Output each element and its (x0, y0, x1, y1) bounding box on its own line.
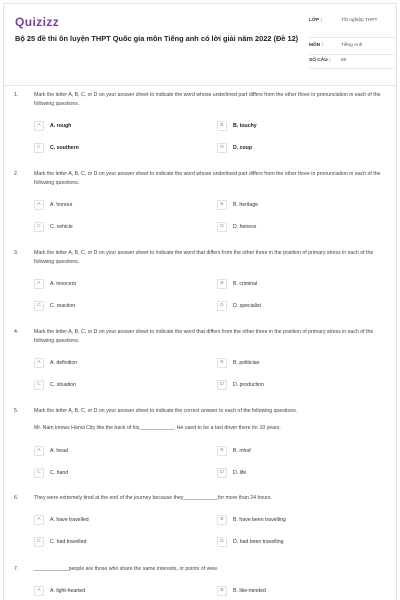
option-letter-box: B (217, 121, 227, 131)
question-number: 3. (14, 250, 19, 256)
option-text: A. rough (50, 123, 72, 129)
option-text: B. touchy (233, 123, 257, 129)
option-letter-box: B (217, 515, 227, 525)
meta-count-value: 50 (341, 58, 347, 63)
option-letter-box: A (34, 586, 44, 596)
option-text: B. heritage (233, 202, 259, 208)
option-text: A. honour (50, 202, 73, 208)
option-text: B. criminal (233, 281, 258, 287)
option-letter-box: B (217, 279, 227, 289)
option-letter-box: D (217, 143, 227, 153)
option-letter-box: B (217, 586, 227, 596)
question-text: They were extremely tired at the end of the journey because they____________for more than 24 hours. (34, 495, 272, 501)
option-letter-box: D (217, 222, 227, 232)
option-letter-box: B (217, 200, 227, 210)
meta-divider (309, 37, 395, 38)
option-letter-box: A (34, 446, 44, 456)
quizizz-logo[interactable]: Quizizz (15, 15, 60, 29)
option-text: C. had travelled (50, 539, 87, 545)
option-text: C. reaction (50, 303, 76, 309)
question-number: 2. (14, 171, 19, 177)
option-letter-box: A (34, 358, 44, 368)
option-letter-box: C (34, 468, 44, 478)
meta-divider (309, 54, 395, 55)
question-text: Mark the letter A, B, C, or D on your answer sheet to indicate the word whose underlined part differs from the other three in pronunciation in each of the following questions. (34, 92, 381, 107)
question-number: 7. (14, 566, 19, 572)
option-letter-box: C (34, 222, 44, 232)
question-text: ____________people are those who share the same interests, or points of view. (34, 566, 218, 572)
option-text: A. have travelled (50, 517, 89, 523)
option-letter-box: C (34, 143, 44, 153)
option-letter-box: C (34, 380, 44, 390)
option-text: D. had been travelling (233, 539, 284, 545)
option-letter-box: B (217, 446, 227, 456)
option-text: C. vehicle (50, 224, 73, 230)
option-letter-box: D (217, 468, 227, 478)
meta-count-label: SỐ CÂU : (309, 58, 331, 63)
meta-divider (309, 68, 395, 69)
option-text: D. life (233, 470, 247, 476)
option-text: D. heiress (233, 224, 257, 230)
option-text: B. politician (233, 360, 260, 366)
meta-grade-value: Tốt nghiệp THPT (341, 18, 378, 23)
option-letter-box: D (217, 380, 227, 390)
option-letter-box: A (34, 121, 44, 131)
option-text: A. innocent (50, 281, 76, 287)
option-text: D. specialist (233, 303, 261, 309)
option-text: D. production (233, 382, 264, 388)
question-number: 1. (14, 92, 19, 98)
option-text: B. have been travelling (233, 517, 286, 523)
meta-subject-label: MÔN : (309, 43, 324, 48)
meta-grade-label: LỚP : (309, 18, 323, 23)
option-text: A. head (50, 448, 68, 454)
option-letter-box: A (34, 515, 44, 525)
question-text: Mark the letter A, B, C, or D on your answer sheet to indicate the word that differs from the other three in the position of primary stress in each of the following questions. (34, 329, 374, 344)
option-letter-box: B (217, 358, 227, 368)
option-letter-box: A (34, 200, 44, 210)
option-text: C. situation (50, 382, 76, 388)
question-sentence: Mr. Nam knows Hanoi City like the back of his____________. He used to be a taxi driver there for 10 years. (34, 425, 281, 431)
worksheet-header (4, 4, 396, 86)
document-title: Bộ 25 đề thi ôn luyện THPT Quốc gia môn Tiếng anh có lời giải năm 2022 (Đề 12) (15, 34, 299, 43)
option-text: C. southern (50, 145, 79, 151)
question-text: Mark the letter A, B, C, or D on your answer sheet to indicate the correct answer to each of the following questions. (34, 408, 298, 414)
option-letter-box: C (34, 537, 44, 547)
option-letter-box: D (217, 537, 227, 547)
option-letter-box: D (217, 301, 227, 311)
option-letter-box: A (34, 279, 44, 289)
option-text: D. coup (233, 145, 253, 151)
question-number: 6. (14, 495, 19, 501)
option-text: B. mind (233, 448, 251, 454)
option-text: C. hand (50, 470, 69, 476)
option-text: A. light-hearted (50, 588, 86, 594)
question-text: Mark the letter A, B, C, or D on your answer sheet to indicate the word whose underlined part differs from the other three in pronunciation in each of the following questions. (34, 171, 381, 186)
option-text: B. like-minded (233, 588, 266, 594)
worksheet-page (3, 3, 397, 600)
question-text: Mark the letter A, B, C, or D on your answer sheet to indicate the word that differs from the other three in the position of primary stress in each of the following questions. (34, 250, 374, 265)
option-text: A. definition (50, 360, 78, 366)
question-number: 5. (14, 408, 19, 414)
question-number: 4. (14, 329, 19, 335)
option-letter-box: C (34, 301, 44, 311)
meta-subject-value: Tiếng Anh (341, 43, 363, 48)
